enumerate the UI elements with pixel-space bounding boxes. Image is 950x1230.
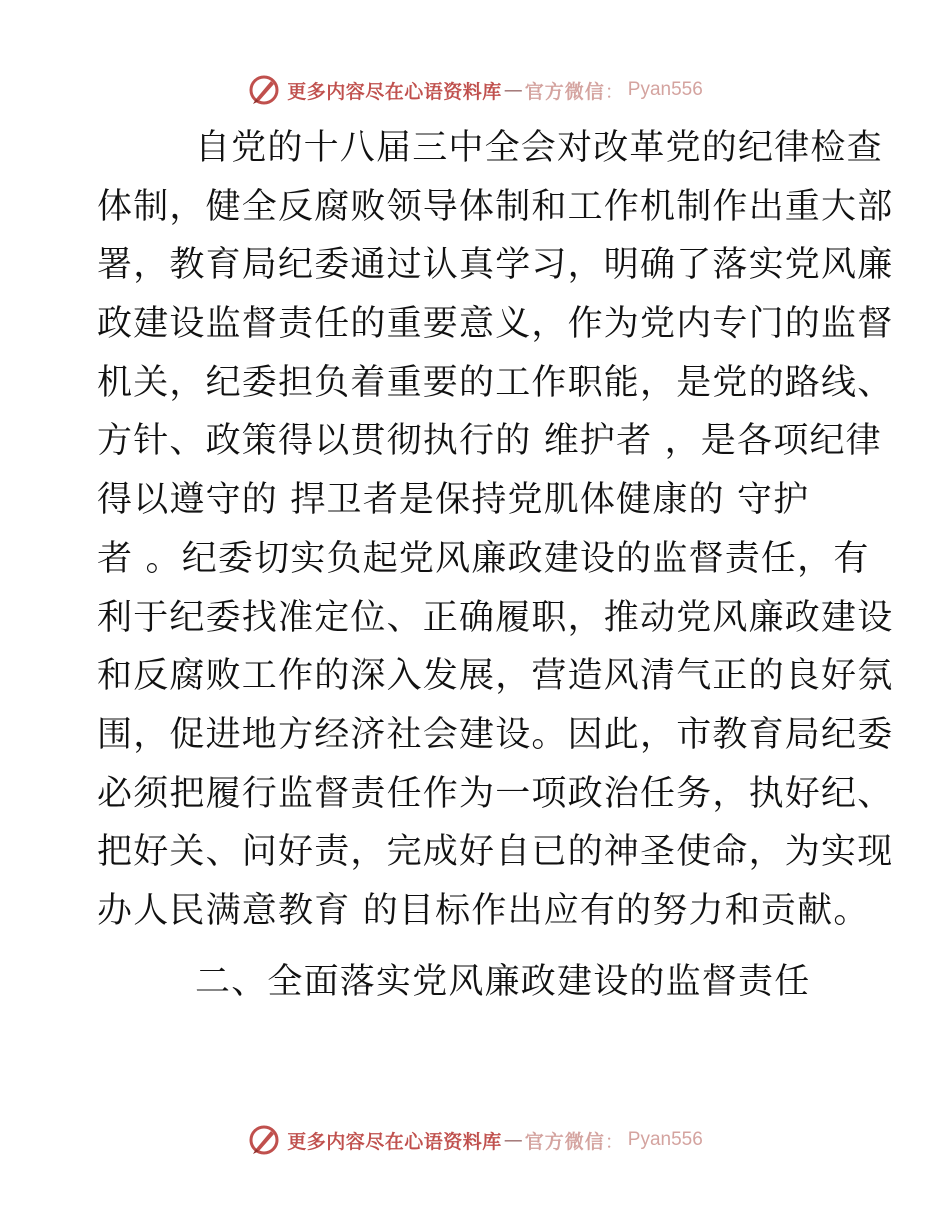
section-heading: 二、全面落实党风廉政建设的监督责任 <box>195 961 811 1002</box>
body-line: 得以遵守的 捍卫者是保持党肌体健康的 守护 <box>97 480 810 521</box>
body-line: 机关，纪委担负着重要的工作职能，是党的路线、 <box>97 362 894 403</box>
body-line: 政建设监督责任的重要意义，作为党内专门的监督 <box>97 304 894 345</box>
banner-wechat-id: Pyan556 <box>627 79 703 100</box>
body-line: 方针、政策得以贯彻执行的 维护者 ，是各项纪律 <box>97 421 882 462</box>
body-line: 者 。纪委切实负起党风廉政建设的监督责任，有 <box>97 538 870 579</box>
banner-dash: — <box>503 79 523 101</box>
banner-ad-text: 更多内容尽在心语资料库 <box>287 80 502 103</box>
paragraph-gap <box>97 941 857 953</box>
body-line: 办人民满意教育 的目标作出应有的努力和贡献。 <box>97 890 870 931</box>
body-line: 围，促进地方经济社会建设。因此，市教育局纪委 <box>97 714 894 755</box>
body-line: 必须把履行监督责任作为一项政治任务，执好纪、 <box>97 773 894 814</box>
body-line: 利于纪委找准定位、正确履职，推动党风廉政建设 <box>97 597 894 638</box>
banner-wechat-label: 官方微信 <box>524 80 605 103</box>
pen-logo-icon <box>247 1123 281 1157</box>
banner-colon: ： <box>604 1130 624 1153</box>
pen-logo-icon <box>247 73 281 107</box>
body-line: 体制，健全反腐败领导体制和工作机制作出重大部 <box>97 186 894 227</box>
banner-ad-text: 更多内容尽在心语资料库 <box>287 1130 502 1153</box>
body-line: 把好关、问好责，完成好自已的神圣使命，为实现 <box>97 832 894 873</box>
body-line: 和反腐败工作的深入发展，营造风清气正的良好氛 <box>97 656 894 697</box>
banner-wechat-label: 官方微信 <box>524 1130 605 1153</box>
banner-wechat-id: Pyan556 <box>627 1129 703 1150</box>
header-banner <box>0 70 950 110</box>
banner-dash: — <box>503 1129 523 1151</box>
body-line: 署，教育局纪委通过认真学习，明确了落实党风廉 <box>97 245 894 286</box>
banner-colon: ： <box>604 80 624 103</box>
footer-banner <box>0 1120 950 1160</box>
body-line: 自党的十八届三中全会对改革党的纪律检查 <box>195 128 883 168</box>
document-body <box>97 119 894 1011</box>
